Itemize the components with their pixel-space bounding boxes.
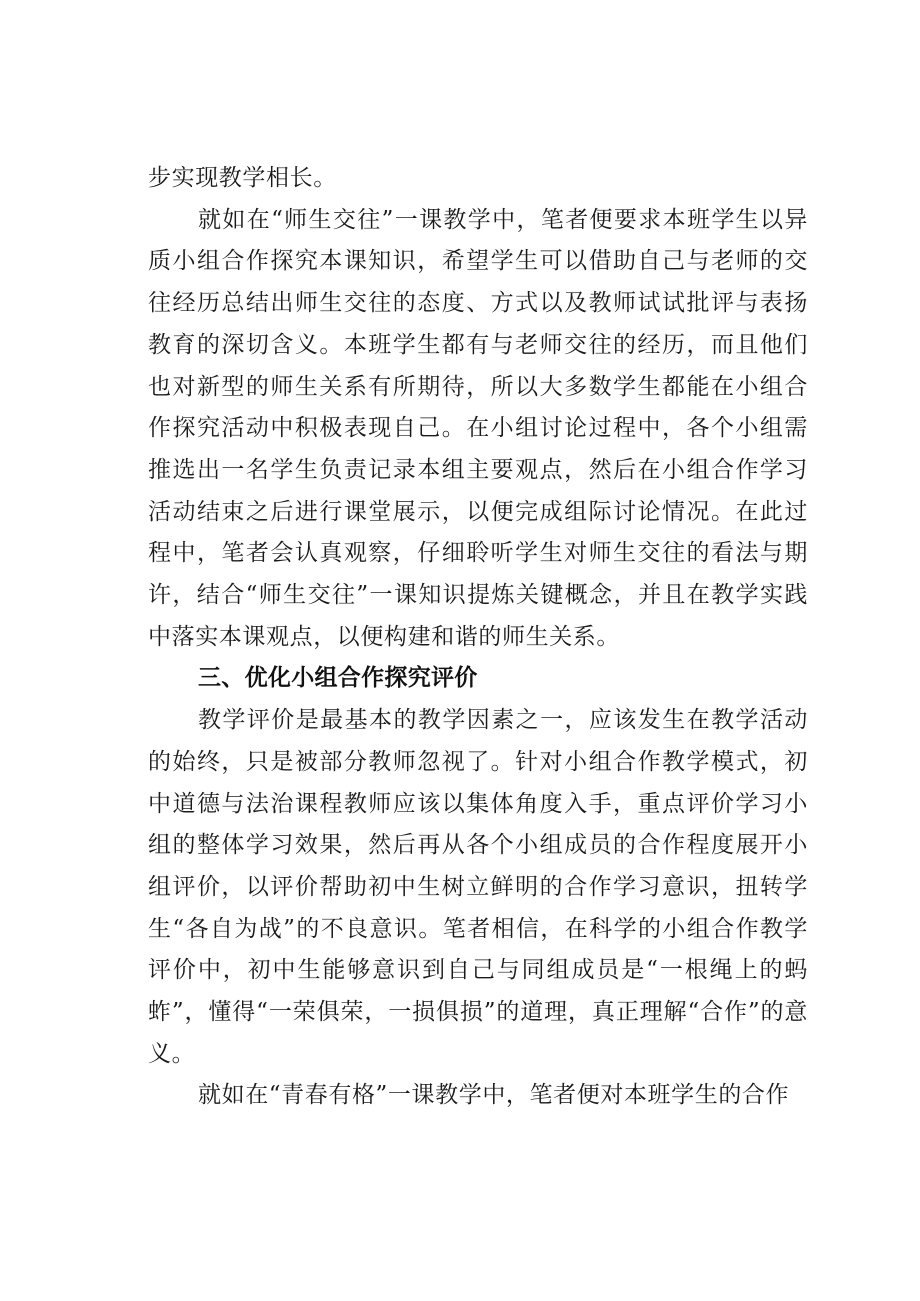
paragraph-youth-example: 就如在“青春有格”一课教学中，笔者便对本班学生的合作 [198,1082,790,1109]
paragraph-teacher-student-example: 就如在“师生交往”一课教学中，笔者便要求本班学生以异质小组合作探究本课知识，希望学生可以借助自己与老师的交往经历总结出师生交往的态度、方式以及教师试试批评与表扬教育的深切含义。本班学生都有与老师交往的经历，而且他们也对新型的师生关系有所期待，所以大多数学生都能在小组合作探究活动中积极表现自己。在小组讨论过程中，各个小组需推选出一名学生负责记录本组主要观点，然后在小组合作学习活动结束之后进行课堂展示，以便完成组际讨论情况。在此过程中，笔者会认真观察，仔细聆听学生对师生交往的看法与期许，结合“师生交往”一课知识提炼关键概念，并且在教学实践中落实本课观点，以便构建和谐的师生关系。 [148,206,808,650]
paragraph-continuation: 步实现教学相长。 [148,165,337,191]
paragraph-evaluation: 教学评价是最基本的教学因素之一，应该发生在教学活动的始终，只是被部分教师忽视了。针对小组合作教学模式，初中道德与法治课程教师应该以集体角度入手，重点评价学习小组的整体学习效果，然后再从各个小组成员的合作程度展开小组评价，以评价帮助初中生树立鲜明的合作学习意识，扭转学生“各自为战”的不良意识。笔者相信，在科学的小组合作教学评价中，初中生能够意识到自己与同组成员是“一根绳上的蚂蚱”，懂得“一荣俱荣，一损俱损”的道理，真正理解“合作”的意义。 [148,707,808,1067]
section-heading: 三、优化小组合作探究评价 [198,665,478,692]
document-body [148,158,808,1117]
